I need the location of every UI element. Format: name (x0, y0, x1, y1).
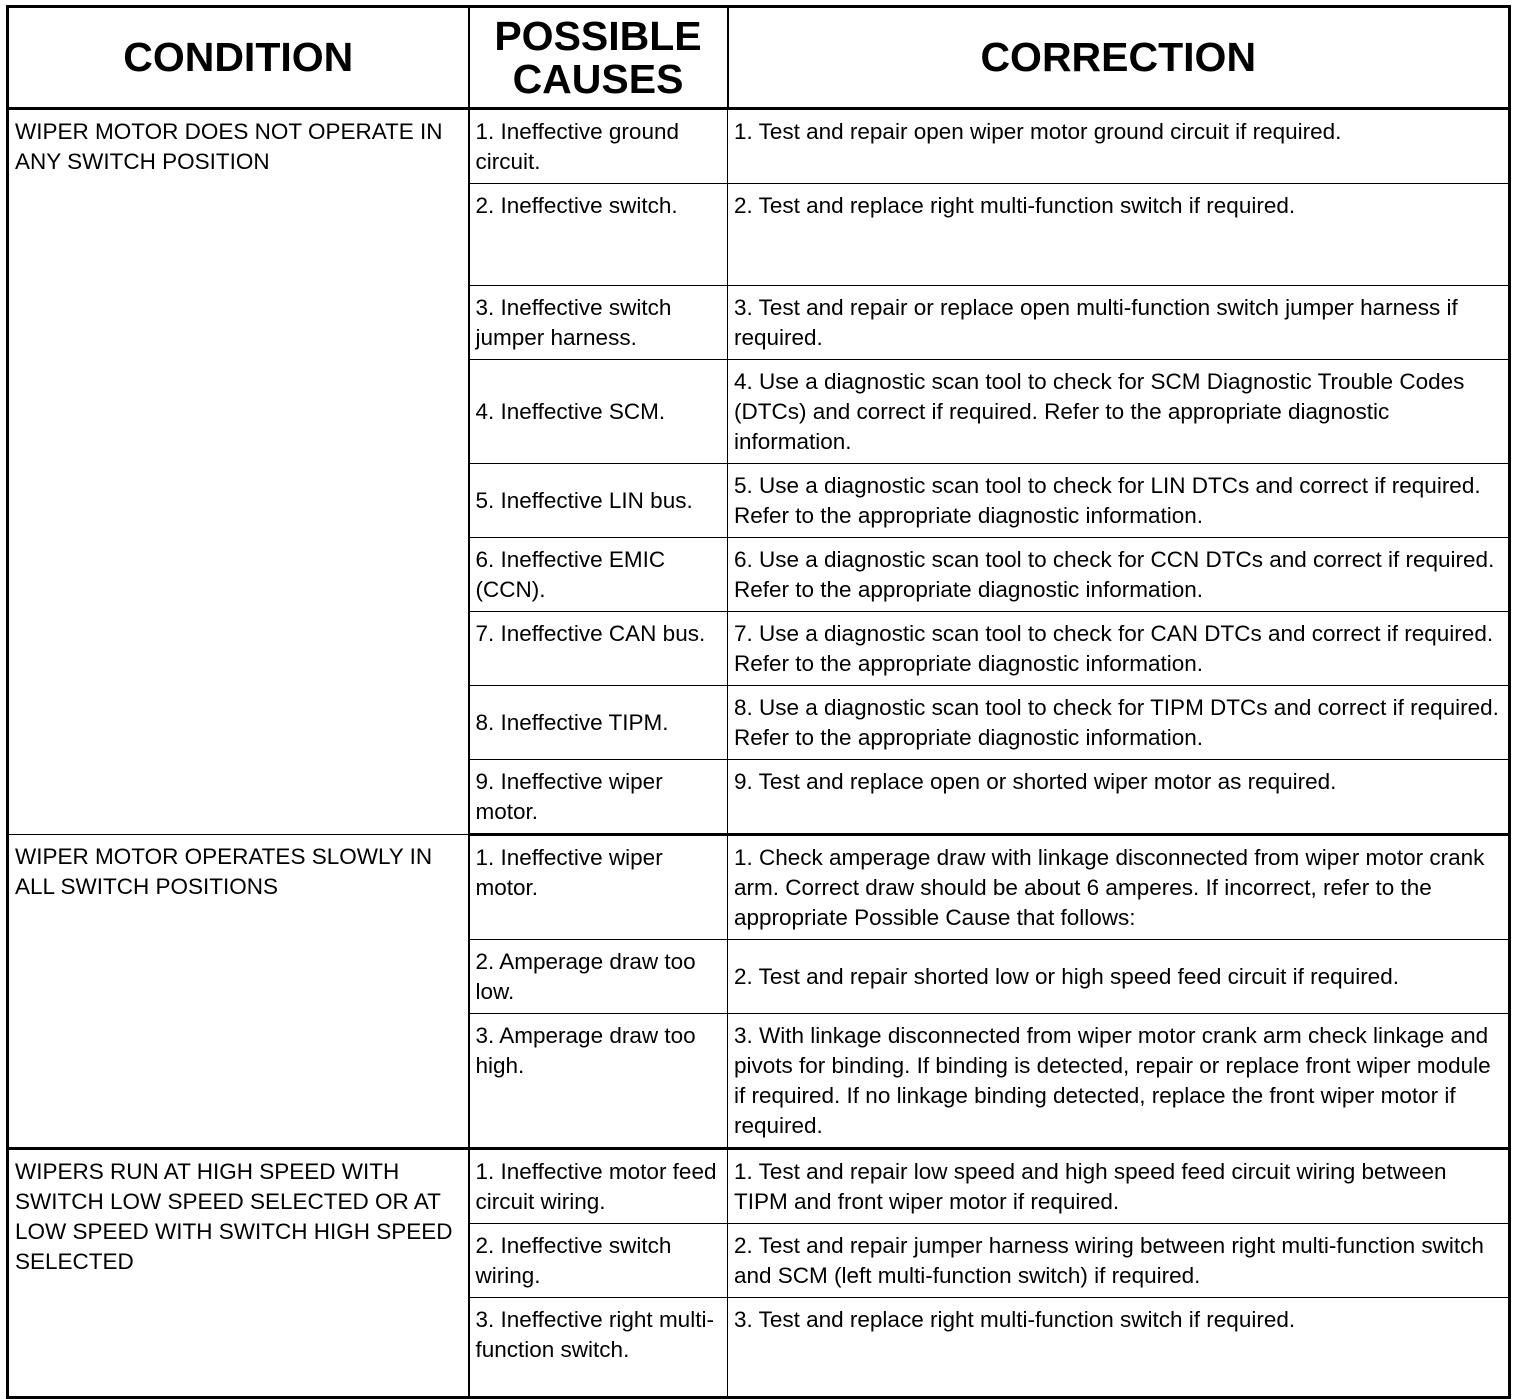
header-row (8, 7, 1510, 109)
cause-cell: 4. Ineffective SCM. (469, 360, 728, 464)
correction-cell: 2. Test and repair shorted low or high speed feed circuit if required. (728, 940, 1510, 1014)
correction-cell: 4. Use a diagnostic scan tool to check for SCM Diagnostic Trouble Codes (DTCs) and correct if required. Refer to the appropriate diagnostic information. (728, 360, 1510, 464)
condition-cell: WIPER MOTOR DOES NOT OPERATE IN ANY SWITCH POSITION (8, 109, 469, 835)
cause-cell: 2. Ineffective switch. (469, 184, 728, 286)
table-row (8, 1149, 1510, 1224)
correction-cell: 5. Use a diagnostic scan tool to check for LIN DTCs and correct if required. Refer to the appropriate diagnostic information. (728, 464, 1510, 538)
correction-cell: 2. Test and repair jumper harness wiring between right multi-function switch and SCM (left multi-function switch) if required. (728, 1224, 1510, 1298)
correction-cell: 6. Use a diagnostic scan tool to check for CCN DTCs and correct if required. Refer to the appropriate diagnostic information. (728, 538, 1510, 612)
cause-cell: 7. Ineffective CAN bus. (469, 612, 728, 686)
correction-cell: 9. Test and replace open or shorted wiper motor as required. (728, 760, 1510, 835)
possible-causes-header: POSSIBLE CAUSES (469, 7, 728, 109)
correction-cell: 8. Use a diagnostic scan tool to check for TIPM DTCs and correct if required. Refer to the appropriate diagnostic information. (728, 686, 1510, 760)
correction-cell: 3. Test and repair or replace open multi-function switch jumper harness if required. (728, 286, 1510, 360)
cause-cell: 5. Ineffective LIN bus. (469, 464, 728, 538)
correction-header: CORRECTION (728, 7, 1510, 109)
cause-cell: 6. Ineffective EMIC (CCN). (469, 538, 728, 612)
cause-cell: 2. Ineffective switch wiring. (469, 1224, 728, 1298)
cause-cell: 2. Amperage draw too low. (469, 940, 728, 1014)
correction-cell: 1. Check amperage draw with linkage disconnected from wiper motor crank arm. Correct draw should be about 6 amperes. If incorrect, refer to the appropriate Possible Cause that follows: (728, 835, 1510, 940)
correction-cell: 1. Test and repair low speed and high speed feed circuit wiring between TIPM and front wiper motor if required. (728, 1149, 1510, 1224)
cause-cell: 1. Ineffective motor feed circuit wiring. (469, 1149, 728, 1224)
cause-cell: 3. Ineffective switch jumper harness. (469, 286, 728, 360)
condition-header: CONDITION (8, 7, 469, 109)
cause-cell: 8. Ineffective TIPM. (469, 686, 728, 760)
condition-cell: WIPERS RUN AT HIGH SPEED WITH SWITCH LOW SPEED SELECTED OR AT LOW SPEED WITH SWITCH HIGH SPEED SELECTED (8, 1149, 469, 1398)
correction-cell: 3. With linkage disconnected from wiper motor crank arm check linkage and pivots for binding. If binding is detected, repair or replace front wiper module if required. If no linkage binding detected, replace the front wiper motor if required. (728, 1014, 1510, 1149)
cause-cell: 1. Ineffective ground circuit. (469, 109, 728, 184)
correction-cell: 1. Test and repair open wiper motor ground circuit if required. (728, 109, 1510, 184)
cause-cell: 1. Ineffective wiper motor. (469, 835, 728, 940)
diagnosis-table (6, 5, 1511, 1399)
correction-cell: 3. Test and replace right multi-function switch if required. (728, 1298, 1510, 1398)
cause-cell: 9. Ineffective wiper motor. (469, 760, 728, 835)
condition-cell: WIPER MOTOR OPERATES SLOWLY IN ALL SWITCH POSITIONS (8, 835, 469, 1149)
correction-cell: 2. Test and replace right multi-function switch if required. (728, 184, 1510, 286)
cause-cell: 3. Ineffective right multi-function switch. (469, 1298, 728, 1398)
table-row (8, 835, 1510, 940)
correction-cell: 7. Use a diagnostic scan tool to check for CAN DTCs and correct if required. Refer to the appropriate diagnostic information. (728, 612, 1510, 686)
table-row (8, 109, 1510, 184)
cause-cell: 3. Amperage draw too high. (469, 1014, 728, 1149)
